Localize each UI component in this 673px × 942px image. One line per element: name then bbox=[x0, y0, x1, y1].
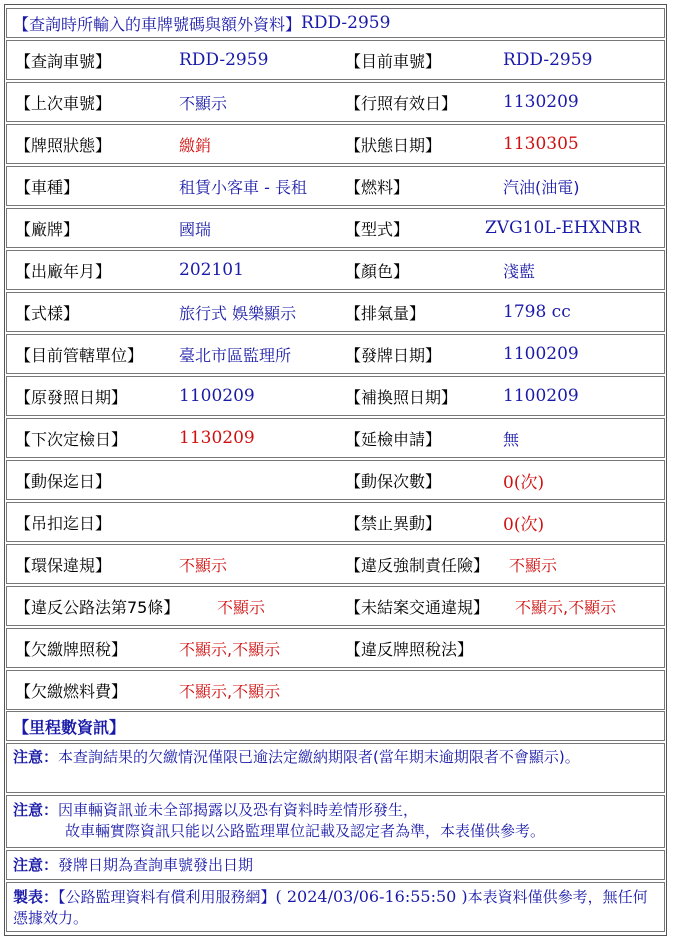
field-label: 【違反牌照稅法】 bbox=[345, 639, 474, 659]
note-3 bbox=[6, 850, 665, 880]
field-value: 不顯示 bbox=[509, 555, 558, 575]
info-row bbox=[6, 208, 665, 248]
note-4 bbox=[6, 882, 665, 932]
header-plate: RDD-2959 bbox=[301, 13, 391, 33]
field-label: 【上次車號】 bbox=[15, 93, 112, 113]
field-label: 【欠繳燃料費】 bbox=[15, 681, 128, 701]
info-row bbox=[6, 250, 665, 290]
mileage-title: 【里程數資訊】 bbox=[13, 717, 126, 737]
field-label: 【發牌日期】 bbox=[345, 345, 442, 365]
note-4-key: 製表： bbox=[13, 888, 59, 906]
field-value: 1798 cc bbox=[503, 302, 571, 322]
note-2-key: 注意： bbox=[13, 801, 59, 819]
info-row bbox=[6, 586, 665, 626]
field-label: 【違反公路法第75條】 bbox=[15, 597, 180, 617]
note-4-text: 本表資料僅供參考，無任何憑據效力。 bbox=[13, 888, 648, 927]
field-value: 不顯示,不顯示 bbox=[179, 639, 281, 659]
note-3-text: 發牌日期為查詢車號發出日期 bbox=[58, 856, 254, 874]
field-value: 1130305 bbox=[503, 134, 579, 154]
info-row bbox=[6, 502, 665, 542]
info-row bbox=[6, 628, 665, 668]
field-label: 【狀態日期】 bbox=[345, 135, 442, 155]
note-1-key: 注意： bbox=[13, 748, 59, 766]
field-label: 【顏色】 bbox=[345, 261, 410, 281]
field-value: 不顯示 bbox=[217, 597, 266, 617]
note-2 bbox=[6, 795, 665, 848]
note-2-line2: 故車輛實際資訊只能以公路監理單位記載及認定者為準，本表僅供參考。 bbox=[65, 822, 546, 840]
field-label: 【車種】 bbox=[15, 177, 80, 197]
field-value: 1130209 bbox=[179, 428, 255, 448]
field-label: 【牌照狀態】 bbox=[15, 135, 112, 155]
field-value: RDD-2959 bbox=[503, 50, 593, 70]
note-3-key: 注意： bbox=[13, 856, 59, 874]
note-1-text: 本查詢結果的欠繳情況僅限已逾法定繳納期限者(當年期末逾期限者不會顯示)。 bbox=[58, 748, 580, 766]
field-label: 【補換照日期】 bbox=[345, 387, 458, 407]
field-label: 【延檢申請】 bbox=[345, 429, 442, 449]
field-value: 1100209 bbox=[503, 344, 579, 364]
field-value: 國瑞 bbox=[179, 219, 212, 239]
field-label: 【排氣量】 bbox=[345, 303, 426, 323]
field-value: 繳銷 bbox=[179, 135, 212, 155]
field-label: 【欠繳牌照稅】 bbox=[15, 639, 128, 659]
field-value: 不顯示 bbox=[179, 555, 228, 575]
note-4-time: ( 2024/03/06-16:55:50 ) bbox=[275, 887, 468, 906]
field-value: 不顯示 bbox=[179, 93, 228, 113]
field-label: 【廠牌】 bbox=[15, 219, 80, 239]
field-value: 0(次) bbox=[503, 514, 545, 535]
field-label: 【吊扣迄日】 bbox=[15, 513, 112, 533]
field-label: 【環保違規】 bbox=[15, 555, 112, 575]
field-label: 【未結案交通違規】 bbox=[345, 597, 490, 617]
mileage-row bbox=[6, 711, 665, 741]
field-value: 旅行式 娛樂顯示 bbox=[179, 303, 297, 323]
note-1 bbox=[6, 743, 665, 793]
field-label: 【行照有效日】 bbox=[345, 93, 458, 113]
field-value: 淺藍 bbox=[503, 261, 536, 281]
info-row bbox=[6, 334, 665, 374]
field-label: 【目前管轄單位】 bbox=[15, 345, 144, 365]
field-label: 【燃料】 bbox=[345, 177, 410, 197]
field-label: 【出廠年月】 bbox=[15, 261, 112, 281]
info-row bbox=[6, 544, 665, 584]
field-label: 【原發照日期】 bbox=[15, 387, 128, 407]
field-value: 汽油(油電) bbox=[503, 177, 580, 197]
note-4-source: 【公路監理資料有償利用服務網】 bbox=[58, 888, 276, 906]
field-label: 【目前車號】 bbox=[345, 51, 442, 71]
info-row bbox=[6, 166, 665, 206]
field-label: 【動保次數】 bbox=[345, 471, 442, 491]
field-label: 【式樣】 bbox=[15, 303, 80, 323]
info-row bbox=[6, 418, 665, 458]
field-value: 不顯示,不顯示 bbox=[179, 681, 281, 701]
header-title bbox=[13, 9, 390, 37]
field-value: 無 bbox=[503, 429, 520, 449]
header-title-text: 【查詢時所輸入的車牌號碼與額外資料】 bbox=[13, 14, 302, 34]
note-2-line1: 因車輛資訊並未全部揭露以及恐有資料時差情形發生， bbox=[58, 801, 419, 819]
info-row bbox=[6, 376, 665, 416]
info-row bbox=[6, 670, 665, 710]
field-label: 【動保迄日】 bbox=[15, 471, 112, 491]
field-label: 【型式】 bbox=[345, 219, 410, 239]
field-value: 1100209 bbox=[503, 386, 579, 406]
field-value: 0(次) bbox=[503, 472, 545, 493]
info-row bbox=[6, 292, 665, 332]
field-value: 1130209 bbox=[503, 92, 579, 112]
field-label: 【下次定檢日】 bbox=[15, 429, 128, 449]
field-value: 租賃小客車 - 長租 bbox=[179, 177, 307, 197]
field-label: 【查詢車號】 bbox=[15, 51, 112, 71]
info-row bbox=[6, 460, 665, 500]
field-value: RDD-2959 bbox=[179, 50, 269, 70]
field-value: 不顯示,不顯示 bbox=[515, 597, 617, 617]
field-label: 【禁止異動】 bbox=[345, 513, 442, 533]
field-label: 【違反強制責任險】 bbox=[345, 555, 490, 575]
field-value: 臺北市區監理所 bbox=[179, 345, 292, 365]
field-value: 202101 bbox=[179, 260, 244, 280]
field-value: ZVG10L-EHXNBR bbox=[485, 218, 641, 238]
info-row bbox=[6, 124, 665, 164]
header-row bbox=[6, 8, 665, 38]
field-value: 1100209 bbox=[179, 386, 255, 406]
info-row bbox=[6, 82, 665, 122]
info-row bbox=[6, 40, 665, 80]
